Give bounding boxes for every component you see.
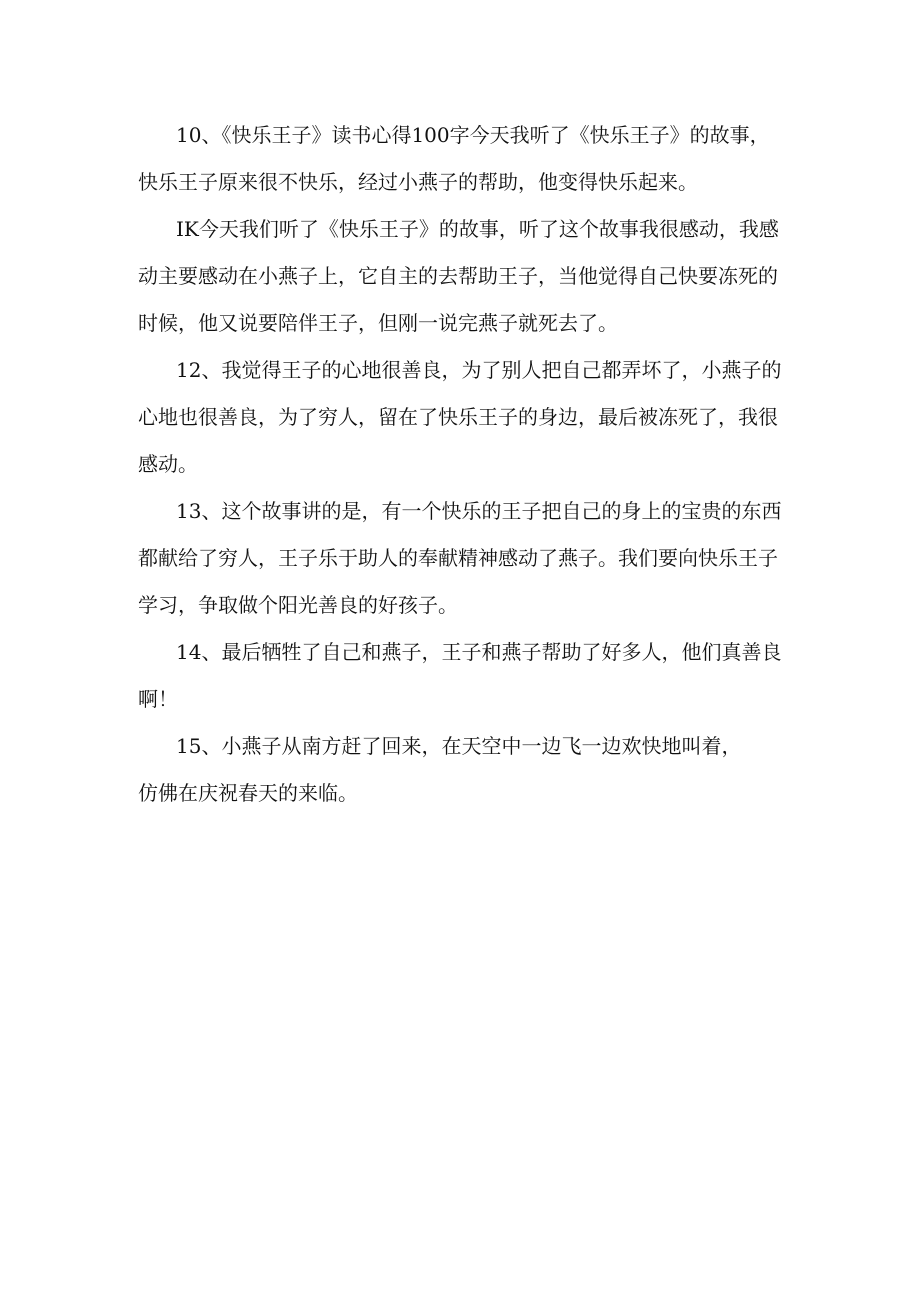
paragraph-line: 感动。 xyxy=(138,452,198,476)
paragraph-line: 15、小燕子从南方赶了回来，在天空中一边飞一边欢快地叫着， xyxy=(176,734,742,758)
document-body xyxy=(138,112,798,817)
paragraph-line: 都献给了穷人，王子乐于助人的奉献精神感动了燕子。我们要向快乐王子 xyxy=(138,546,778,570)
paragraph xyxy=(138,629,798,723)
paragraph-line: 仿佛在庆祝春天的来临。 xyxy=(138,781,358,805)
paragraph-line: 快乐王子原来很不快乐，经过小燕子的帮助，他变得快乐起来。 xyxy=(138,170,698,194)
paragraph xyxy=(138,723,798,817)
paragraph-line: 学习，争取做个阳光善良的好孩子。 xyxy=(138,593,458,617)
paragraph-line: 啊！ xyxy=(138,687,178,711)
paragraph-line: 13、这个故事讲的是，有一个快乐的王子把自己的身上的宝贵的东西 xyxy=(176,499,782,523)
paragraph-line: 时候，他又说要陪伴王子，但刚一说完燕子就死去了。 xyxy=(138,311,618,335)
paragraph-line: 12、我觉得王子的心地很善良，为了别人把自己都弄坏了，小燕子的 xyxy=(176,358,782,382)
paragraph xyxy=(138,206,798,347)
paragraph xyxy=(138,488,798,629)
paragraph-line: 14、最后牺牲了自己和燕子，王子和燕子帮助了好多人，他们真善良 xyxy=(176,640,782,664)
paragraph xyxy=(138,347,798,488)
paragraph-line: 10、《快乐王子》读书心得100字今天我听了《快乐王子》的故事， xyxy=(176,123,770,147)
paragraph-line: 心地也很善良，为了穷人，留在了快乐王子的身边，最后被冻死了，我很 xyxy=(138,405,778,429)
paragraph-line: 动主要感动在小燕子上，它自主的去帮助王子，当他觉得自己快要冻死的 xyxy=(138,264,778,288)
paragraph-line: IK今天我们听了《快乐王子》的故事，听了这个故事我很感动，我感 xyxy=(176,217,779,241)
paragraph xyxy=(138,112,798,206)
